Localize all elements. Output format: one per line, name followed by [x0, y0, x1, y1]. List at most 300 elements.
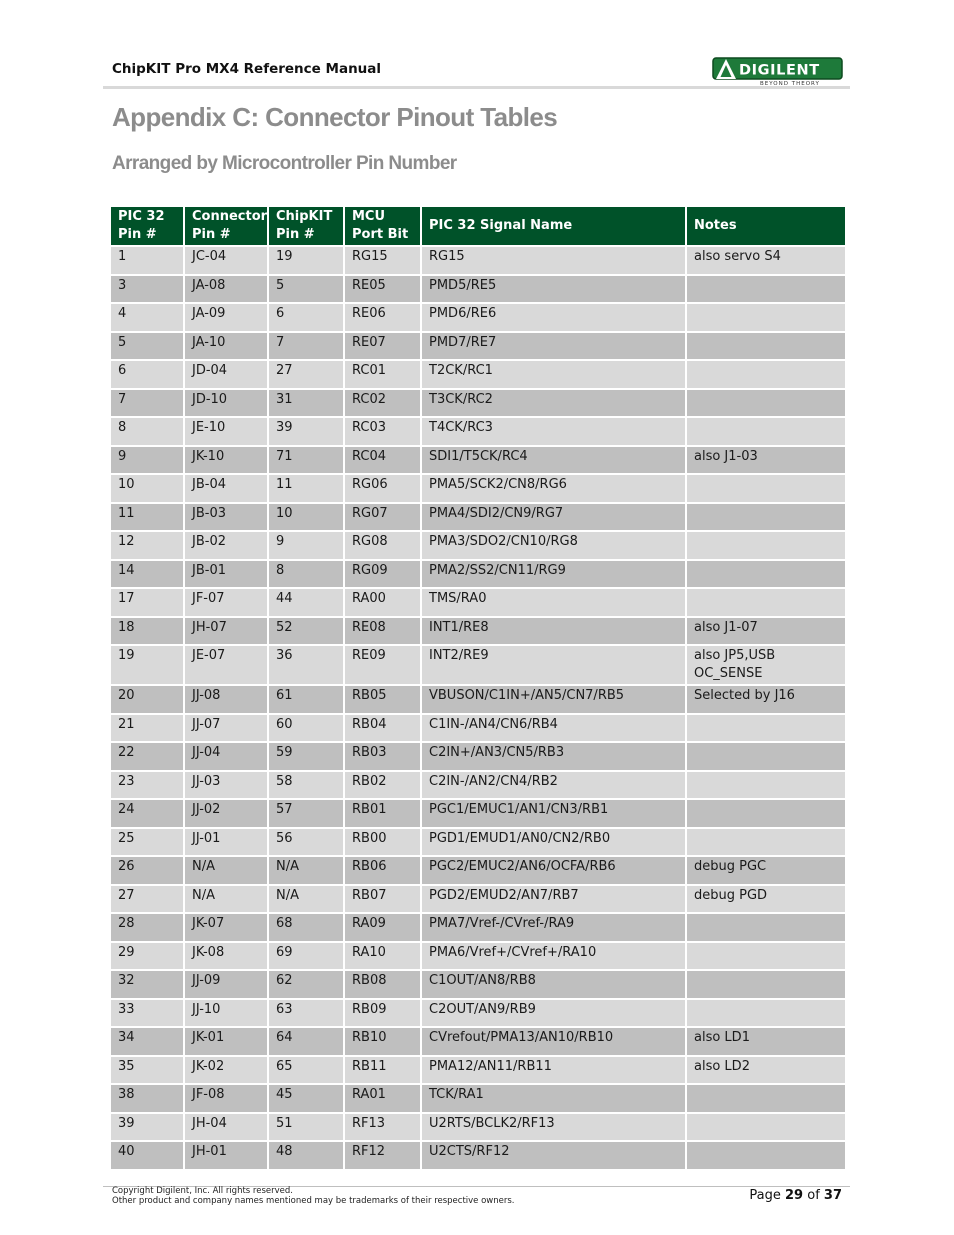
cell-text: INT1/RE8 [429, 619, 489, 635]
cell-text: 25 [118, 830, 135, 846]
table-cell [687, 943, 845, 970]
trademark-text: Other product and company names mentioned may be trademarks of their respective owners. [112, 1196, 515, 1206]
table-cell [269, 561, 343, 588]
table-cell [422, 532, 685, 559]
table-cell [185, 390, 267, 417]
table-cell [111, 504, 183, 531]
cell-text: Selected by J16 [694, 688, 795, 703]
table-cell [345, 447, 420, 474]
cell-text: JF-07 [192, 591, 225, 606]
cell-text: 32 [118, 973, 135, 988]
cell-text-continued: OC_SENSE [694, 666, 763, 681]
cell-text: JJ-08 [192, 688, 221, 703]
table-cell [687, 361, 845, 388]
table-row [111, 943, 845, 970]
cell-text: JJ-01 [192, 830, 221, 846]
table-cell [269, 914, 343, 941]
cell-text: 10 [276, 505, 293, 521]
cell-text: PMA4/SDI2/CN9/RG7 [429, 505, 564, 521]
table-cell [185, 247, 267, 274]
cell-text: 11 [276, 477, 293, 492]
cell-text: JD-10 [192, 391, 228, 407]
cell-text: PMD5/RE5 [429, 277, 497, 293]
cell-text: PMA12/AN11/RB11 [429, 1058, 552, 1074]
cell-text: JJ-07 [192, 716, 221, 732]
table-cell [111, 390, 183, 417]
cell-text: 17 [118, 591, 135, 606]
table-cell [111, 1142, 183, 1169]
table-cell [345, 1114, 420, 1141]
cell-text: 59 [276, 745, 293, 760]
table-row [111, 800, 845, 827]
cell-text: JH-01 [192, 1144, 227, 1159]
cell-text: RB00 [352, 830, 387, 846]
table-cell [687, 276, 845, 303]
page-number [749, 1188, 842, 1203]
column-header [687, 207, 845, 245]
cell-text: PGC2/EMUC2/AN6/OCFA/RB6 [429, 859, 616, 874]
cell-text: 7 [118, 391, 127, 407]
cell-text: PMA3/SDO2/CN10/RG8 [429, 534, 578, 549]
cell-text: 62 [276, 973, 293, 988]
cell-text: CVrefout/PMA13/AN10/RB10 [429, 1030, 614, 1045]
cell-text: 35 [118, 1058, 135, 1074]
pinout-table [109, 205, 847, 1171]
table-cell [269, 800, 343, 827]
table-cell [269, 772, 343, 799]
cell-text: 6 [118, 363, 127, 378]
cell-text: PMD6/RE6 [429, 306, 497, 321]
cell-text: 71 [276, 448, 293, 464]
cell-text: RA01 [352, 1087, 386, 1102]
cell-text: JJ-03 [192, 773, 221, 789]
cell-text: RB06 [352, 859, 387, 874]
cell-text: JH-04 [192, 1115, 227, 1131]
cell-text: RE09 [352, 648, 386, 663]
table-cell [422, 390, 685, 417]
table-cell [185, 857, 267, 884]
table-cell [687, 829, 845, 856]
table-cell [345, 743, 420, 770]
table-cell [269, 1028, 343, 1055]
cell-text: JA-08 [192, 277, 226, 293]
cell-text: 18 [118, 619, 135, 635]
cell-text: 28 [118, 916, 135, 931]
table-cell [269, 333, 343, 360]
cell-text: RB03 [352, 745, 387, 760]
table-cell [111, 247, 183, 274]
table-cell [687, 247, 845, 274]
cell-text: RE08 [352, 619, 386, 635]
table-row [111, 971, 845, 998]
cell-text: RB11 [352, 1058, 387, 1074]
cell-text: JK-08 [192, 944, 225, 960]
table-cell [185, 1114, 267, 1141]
table-cell [345, 390, 420, 417]
table-row [111, 914, 845, 941]
table-row [111, 772, 845, 799]
table-cell [185, 447, 267, 474]
cell-text: 24 [118, 802, 135, 817]
cell-text: 9 [118, 448, 127, 464]
table-cell [111, 857, 183, 884]
table-cell [111, 1057, 183, 1084]
column-header-line: Pin # [118, 227, 157, 242]
table-cell [345, 800, 420, 827]
table-cell [422, 914, 685, 941]
table-cell [185, 475, 267, 502]
table-cell [111, 618, 183, 645]
table-cell [111, 589, 183, 616]
table-cell [687, 532, 845, 559]
table-cell [185, 971, 267, 998]
cell-text: 20 [118, 688, 135, 703]
table-cell [687, 857, 845, 884]
table-cell [687, 418, 845, 445]
cell-text: RG08 [352, 534, 388, 549]
table-cell [345, 829, 420, 856]
cell-text: 65 [276, 1058, 293, 1074]
logo-tagline: BEYOND THEORY [760, 81, 820, 86]
table-cell [687, 618, 845, 645]
table-cell [185, 532, 267, 559]
cell-text: RB09 [352, 1001, 387, 1017]
cell-text: T2CK/RC1 [429, 363, 493, 378]
column-header-line: PIC 32 Signal Name [429, 218, 573, 233]
table-cell [111, 743, 183, 770]
table-cell [687, 1028, 845, 1055]
table-cell [345, 1057, 420, 1084]
column-header [269, 207, 343, 245]
table-cell [422, 276, 685, 303]
cell-text: JJ-02 [192, 802, 221, 817]
table-cell [185, 943, 267, 970]
cell-text: C1IN-/AN4/CN6/RB4 [429, 716, 558, 732]
table-cell [687, 475, 845, 502]
table-cell [111, 1000, 183, 1027]
cell-text: also LD1 [694, 1030, 750, 1045]
table-row [111, 1085, 845, 1112]
column-header-line: Connector [192, 209, 268, 224]
table-cell [422, 1085, 685, 1112]
table-cell [422, 304, 685, 331]
table-cell [422, 1114, 685, 1141]
table-cell [185, 418, 267, 445]
cell-text: RG15 [429, 249, 465, 264]
table-cell [269, 1142, 343, 1169]
table-cell [345, 914, 420, 941]
table-cell [269, 361, 343, 388]
cell-text: JF-08 [192, 1087, 225, 1102]
table-cell [269, 1114, 343, 1141]
cell-text: JA-10 [192, 334, 226, 350]
table-cell [687, 914, 845, 941]
table-cell [345, 618, 420, 645]
cell-text: 27 [118, 887, 135, 903]
table-cell [111, 715, 183, 742]
table-cell [422, 447, 685, 474]
table-row [111, 715, 845, 742]
table-cell [185, 646, 267, 684]
table-cell [185, 914, 267, 941]
table-cell [185, 686, 267, 713]
cell-text: 39 [276, 420, 293, 435]
cell-text: 38 [118, 1087, 135, 1102]
table-cell [111, 361, 183, 388]
table-cell [687, 390, 845, 417]
table-cell [185, 561, 267, 588]
cell-text: 64 [276, 1030, 293, 1045]
table-cell [345, 857, 420, 884]
table-cell [687, 1142, 845, 1169]
cell-text: RB02 [352, 773, 387, 789]
copyright-text: Copyright Digilent, Inc. All rights reserved. [112, 1186, 293, 1196]
table-cell [185, 829, 267, 856]
table-cell [269, 475, 343, 502]
table-cell [185, 743, 267, 770]
table-cell [111, 943, 183, 970]
table-cell [269, 829, 343, 856]
table-cell [185, 1142, 267, 1169]
footer-copyright [112, 1186, 515, 1206]
table-row [111, 504, 845, 531]
cell-text: C2IN+/AN3/CN5/RB3 [429, 745, 565, 760]
cell-text: 3 [118, 277, 127, 293]
table-cell [111, 276, 183, 303]
table-row [111, 686, 845, 713]
cell-text: 52 [276, 619, 293, 635]
column-header [422, 207, 685, 245]
table-cell [422, 646, 685, 684]
page-label: Page [749, 1188, 781, 1203]
cell-text: JK-07 [192, 916, 225, 931]
table-cell [422, 618, 685, 645]
table-row [111, 589, 845, 616]
cell-text: 23 [118, 773, 135, 789]
cell-text: 9 [276, 534, 285, 549]
cell-text: RG09 [352, 562, 388, 578]
table-cell [185, 800, 267, 827]
table-cell [111, 914, 183, 941]
table-cell [269, 857, 343, 884]
table-cell [687, 561, 845, 588]
cell-text: RE07 [352, 334, 386, 350]
table-cell [687, 772, 845, 799]
cell-text: JB-02 [192, 534, 226, 549]
logo-wordmark: DIGILENT [739, 62, 820, 79]
cell-text: 68 [276, 916, 293, 931]
table-cell [345, 1142, 420, 1169]
cell-text: 12 [118, 534, 135, 549]
table-cell [422, 743, 685, 770]
table-cell [185, 1085, 267, 1112]
table-row [111, 1000, 845, 1027]
table-cell [422, 247, 685, 274]
cell-text: 36 [276, 648, 293, 663]
column-header-line: Pin # [276, 227, 315, 242]
table-cell [422, 361, 685, 388]
cell-text: 57 [276, 802, 293, 817]
cell-text: JK-01 [192, 1030, 225, 1045]
column-header-line: MCU [352, 209, 386, 224]
table-cell [185, 1057, 267, 1084]
cell-text: RA09 [352, 916, 386, 931]
table-cell [269, 1057, 343, 1084]
table-cell [111, 829, 183, 856]
table-cell [345, 532, 420, 559]
total-pages: 37 [823, 1188, 842, 1203]
table-cell [111, 686, 183, 713]
cell-text: 48 [276, 1144, 293, 1159]
cell-text: RE05 [352, 277, 386, 293]
cell-text: JH-07 [192, 619, 227, 635]
table-cell [269, 686, 343, 713]
table-cell [422, 333, 685, 360]
cell-text: 21 [118, 716, 135, 732]
table-cell [345, 475, 420, 502]
column-header [185, 207, 267, 245]
digilent-logo-icon [712, 56, 843, 86]
table-cell [269, 618, 343, 645]
cell-text: RB05 [352, 688, 387, 703]
cell-text: RB07 [352, 887, 387, 903]
table-cell [687, 333, 845, 360]
table-row [111, 276, 845, 303]
table-cell [345, 971, 420, 998]
table-cell [422, 1142, 685, 1169]
table-cell [111, 561, 183, 588]
cell-text: JA-09 [192, 306, 226, 321]
table-cell [185, 504, 267, 531]
cell-text: debug PGD [694, 887, 768, 903]
column-header [345, 207, 420, 245]
cell-text: RG15 [352, 249, 388, 264]
table-cell [269, 886, 343, 913]
table-cell [269, 532, 343, 559]
section-title: Arranged by Microcontroller Pin Number [112, 153, 457, 174]
cell-text: RC04 [352, 448, 387, 464]
cell-text: U2RTS/BCLK2/RF13 [429, 1115, 555, 1131]
table-cell [687, 1114, 845, 1141]
cell-text: JK-02 [192, 1058, 225, 1074]
cell-text: TMS/RA0 [429, 591, 487, 606]
cell-text: PMA2/SS2/CN11/RG9 [429, 562, 566, 578]
cell-text: PMA7/Vref-/CVref-/RA9 [429, 916, 575, 931]
cell-text: 69 [276, 944, 293, 960]
cell-text: JJ-04 [192, 745, 221, 760]
cell-text: 22 [118, 745, 135, 760]
cell-text: N/A [192, 887, 215, 903]
table-row [111, 247, 845, 274]
cell-text: JB-01 [192, 562, 226, 578]
table-cell [422, 971, 685, 998]
cell-text: also J1-03 [694, 448, 758, 464]
table-cell [422, 715, 685, 742]
table-cell [687, 447, 845, 474]
table-cell [345, 304, 420, 331]
table-row [111, 1057, 845, 1084]
table-row [111, 304, 845, 331]
cell-text: RC02 [352, 391, 387, 407]
table-cell [422, 886, 685, 913]
table-cell [185, 361, 267, 388]
table-cell [185, 276, 267, 303]
table-cell [185, 1000, 267, 1027]
table-cell [345, 1028, 420, 1055]
table-cell [111, 800, 183, 827]
column-header-line: ChipKIT [276, 209, 333, 224]
cell-text: 40 [118, 1144, 135, 1159]
table-row [111, 857, 845, 884]
table-cell [422, 1028, 685, 1055]
cell-text: PMD7/RE7 [429, 334, 497, 350]
cell-text: 60 [276, 716, 293, 732]
table-row [111, 618, 845, 645]
table-row [111, 1028, 845, 1055]
cell-text: JE-10 [192, 420, 226, 435]
table-cell [345, 361, 420, 388]
cell-text: PGC1/EMUC1/AN1/CN3/RB1 [429, 802, 609, 817]
table-cell [185, 715, 267, 742]
cell-text: RB08 [352, 973, 387, 988]
cell-text: 19 [276, 249, 293, 264]
cell-text: PMA6/Vref+/CVref+/RA10 [429, 944, 597, 960]
table-cell [422, 1000, 685, 1027]
cell-text: 63 [276, 1001, 293, 1017]
table-cell [687, 743, 845, 770]
column-header-line: PIC 32 [118, 209, 165, 224]
cell-text: 4 [118, 306, 127, 321]
table-cell [687, 589, 845, 616]
cell-text: JJ-09 [192, 973, 221, 988]
table-cell [345, 333, 420, 360]
table-cell [345, 504, 420, 531]
table-row [111, 390, 845, 417]
table-cell [422, 504, 685, 531]
cell-text: 58 [276, 773, 293, 789]
table-cell [111, 304, 183, 331]
table-cell [345, 943, 420, 970]
table-cell [345, 247, 420, 274]
cell-text: JJ-10 [192, 1001, 221, 1017]
cell-text: 45 [276, 1087, 293, 1102]
cell-text: debug PGC [694, 859, 767, 874]
table-row [111, 886, 845, 913]
table-cell [269, 304, 343, 331]
cell-text: RF13 [352, 1115, 386, 1131]
current-page: 29 [785, 1188, 804, 1203]
table-cell [269, 390, 343, 417]
cell-text: 29 [118, 944, 135, 960]
cell-text: RA00 [352, 591, 386, 606]
cell-text: 31 [276, 391, 293, 407]
table-row [111, 561, 845, 588]
table-cell [422, 800, 685, 827]
cell-text: RF12 [352, 1144, 386, 1159]
table-cell [422, 418, 685, 445]
table-cell [111, 772, 183, 799]
table-cell [111, 333, 183, 360]
table-cell [269, 943, 343, 970]
table-cell [687, 646, 845, 684]
table-cell [111, 886, 183, 913]
table-cell [345, 418, 420, 445]
cell-text: PGD2/EMUD2/AN7/RB7 [429, 887, 579, 903]
page-of: of [807, 1188, 820, 1203]
table-cell [111, 646, 183, 684]
table-row [111, 447, 845, 474]
cell-text: 61 [276, 688, 293, 703]
